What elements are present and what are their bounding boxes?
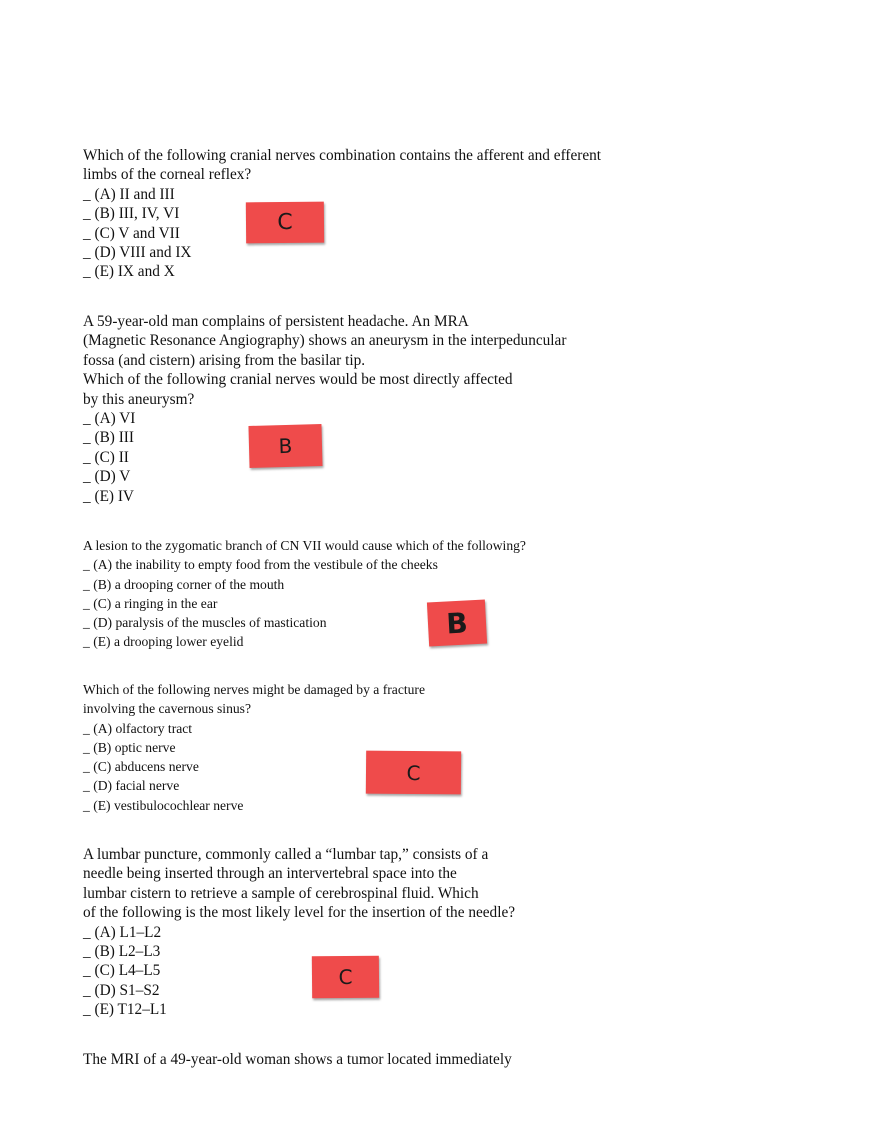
answer-option-b: _ (B) a drooping corner of the mouth: [83, 576, 285, 592]
question-2: [83, 312, 566, 506]
question-stem-line: limbs of the corneal reflex?: [83, 166, 252, 184]
answer-option-a: _ (A) VI: [83, 410, 136, 428]
answer-option-a: _ (A) L1–L2: [83, 923, 162, 941]
question-stem-line: of the following is the most likely level for the insertion of the needle?: [83, 904, 516, 922]
question-stem-line: by this aneurysm?: [83, 390, 195, 408]
answer-option-c: _ (C) a ringing in the ear: [83, 595, 218, 611]
answer-option-d: _ (D) paralysis of the muscles of mastication: [83, 615, 327, 631]
question-stem-line: Which of the following cranial nerves combination contains the afferent and efferent: [83, 147, 602, 164]
marked-answer-tag: B: [427, 600, 487, 647]
question-stem-line: lumbar cistern to retrieve a sample of cerebrospinal fluid. Which: [83, 884, 479, 902]
marked-answer-tag: C: [312, 956, 379, 999]
answer-option-e: _ (E) IV: [83, 487, 134, 505]
answer-option-a: _ (A) the inability to empty food from the vestibule of the cheeks: [83, 557, 438, 573]
answer-option-c: _ (C) II: [83, 448, 129, 466]
question-stem-line: Which of the following nerves might be damaged by a fracture: [83, 682, 425, 697]
question-stem-line: needle being inserted through an intervertebral space into the: [83, 865, 457, 883]
question-stem-line: The MRI of a 49-year-old woman shows a tumor located immediately: [83, 1051, 512, 1068]
answer-option-e: _ (E) T12–L1: [83, 1001, 167, 1019]
question-stem-line: A lumbar puncture, commonly called a “lumbar tap,” consists of a: [83, 846, 489, 863]
answer-option-d: _ (D) facial nerve: [83, 778, 180, 794]
answer-option-b: _ (B) L2–L3: [83, 943, 161, 961]
marked-answer-tag: B: [248, 424, 322, 468]
answer-option-e: _ (E) vestibulocochlear nerve: [83, 797, 244, 813]
question-stem-line: Which of the following cranial nerves would be most directly affected: [83, 371, 513, 389]
question-stem-line: A 59-year-old man complains of persistent headache. An MRA: [83, 313, 469, 330]
answer-option-e: _ (E) IX and X: [83, 263, 175, 281]
answer-option-d: _ (D) VIII and IX: [83, 244, 192, 262]
question-4: [83, 680, 425, 815]
answer-option-d: _ (D) V: [83, 468, 131, 486]
marked-answer-tag: C: [246, 202, 324, 244]
answer-option-c: _ (C) V and VII: [83, 224, 180, 242]
answer-option-a: _ (A) II and III: [83, 185, 175, 203]
answer-option-e: _ (E) a drooping lower eyelid: [83, 634, 244, 650]
question-stem-line: (Magnetic Resonance Angiography) shows an aneurysm in the interpeduncular: [83, 332, 567, 350]
question-1: [83, 146, 601, 282]
question-stem-line: A lesion to the zygomatic branch of CN VII would cause which of the following?: [83, 538, 526, 553]
answer-option-b: _ (B) optic nerve: [83, 739, 176, 755]
question-6: [83, 1050, 512, 1069]
question-5: [83, 845, 515, 1020]
answer-option-b: _ (B) III, IV, VI: [83, 205, 180, 223]
answer-option-c: _ (C) abducens nerve: [83, 759, 199, 775]
answer-option-a: _ (A) olfactory tract: [83, 720, 193, 736]
answer-option-b: _ (B) III: [83, 429, 134, 447]
question-stem-line: fossa (and cistern) arising from the basilar tip.: [83, 351, 366, 369]
answer-option-d: _ (D) S1–S2: [83, 981, 160, 999]
question-stem-line: involving the cavernous sinus?: [83, 701, 252, 717]
marked-answer-tag: C: [366, 751, 461, 795]
answer-option-c: _ (C) L4–L5: [83, 962, 161, 980]
